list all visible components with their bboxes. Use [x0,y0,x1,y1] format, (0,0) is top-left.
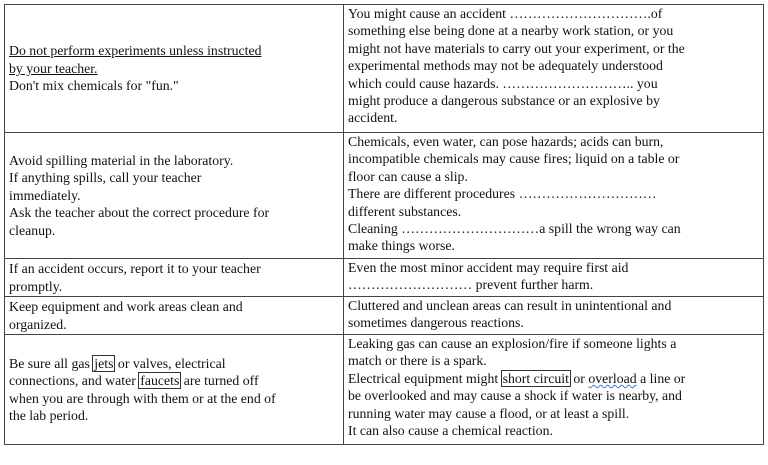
rule-cell [5,5,344,133]
explanation-line: Leaking gas can cause an explosion/fire if someone lights a [348,336,677,351]
rule-line: If an accident occurs, report it to your teacher [9,261,261,277]
table-row [5,133,764,259]
explanation-line: Electrical equipment might short circuit or overload a line or [348,370,686,386]
boxed-word: short circuit [502,370,569,386]
explanation-line: be overlooked and may cause a shock if water is nearby, and [348,388,682,404]
explanation-line: floor can cause a slip. [348,168,468,184]
boxed-word: faucets [140,373,180,389]
lab-safety-table [4,4,764,445]
explanation-line: accident. [348,110,398,126]
explanation-cell [344,5,764,133]
rule-line: cleanup. [9,222,56,238]
table-row [5,297,764,335]
explanation-line: make things worse. [348,238,455,254]
rule-line: connections, and water faucets are turned off [9,373,259,389]
table-row [5,5,764,133]
explanation-line: ……………………… prevent further harm. [348,277,594,293]
explanation-line: Even the most minor accident may require first aid [348,260,629,275]
spellcheck-marked-word: overload [588,370,637,386]
explanation-cell [344,259,764,297]
explanation-line: You might cause an accident ………………………….of [348,6,663,21]
explanation-line: It can also cause a chemical reaction. [348,423,553,439]
rule-line: immediately. [9,187,81,203]
explanation-line: match or there is a spark. [348,353,487,369]
rule-line: Ask the teacher about the correct procedure for [9,205,270,221]
rule-line: by your teacher. [9,60,98,76]
rule-line: organized. [9,316,67,332]
explanation-line: might produce a dangerous substance or an explosive by [348,93,660,109]
explanation-cell [344,335,764,445]
boxed-word: jets [94,355,114,371]
rule-cell [5,297,344,335]
rule-line: Be sure all gas jets or valves, electrical [9,355,226,371]
explanation-line: Cluttered and unclean areas can result in unintentional and [348,298,672,313]
explanation-line: There are different procedures ………………………… [348,186,657,202]
rule-line: promptly. [9,278,63,294]
explanation-cell [344,297,764,335]
rule-line: when you are through with them or at the end of [9,390,276,406]
table-row [5,259,764,297]
explanation-line: different substances. [348,203,462,219]
rule-line: the lab period. [9,407,89,423]
rule-line: If anything spills, call your teacher [9,170,202,186]
explanation-line: experimental methods may not be adequately understood [348,58,663,74]
safety-rules-document [4,4,762,445]
table-row [5,335,764,445]
explanation-line: might not have materials to carry out your experiment, or the [348,40,685,56]
explanation-line: something else being done at a nearby work station, or you [348,23,674,39]
explanation-line: incompatible chemicals may cause fires; liquid on a table or [348,151,680,167]
rule-cell [5,335,344,445]
explanation-line: which could cause hazards. ……………………….. you [348,75,658,91]
explanation-line: running water may cause a flood, or at least a spill. [348,405,630,421]
rule-line: Don't mix chemicals for "fun." [9,78,179,94]
explanation-cell [344,133,764,259]
rule-line: Keep equipment and work areas clean and [9,299,243,315]
explanation-line: Cleaning …………………………a spill the wrong way can [348,221,681,237]
explanation-line: sometimes dangerous reactions. [348,315,524,331]
rule-cell [5,259,344,297]
rule-line: Avoid spilling material in the laboratory. [9,152,234,168]
rule-cell [5,133,344,259]
explanation-line: Chemicals, even water, can pose hazards; acids can burn, [348,134,664,149]
rule-line: Do not perform experiments unless instructed [9,43,262,59]
